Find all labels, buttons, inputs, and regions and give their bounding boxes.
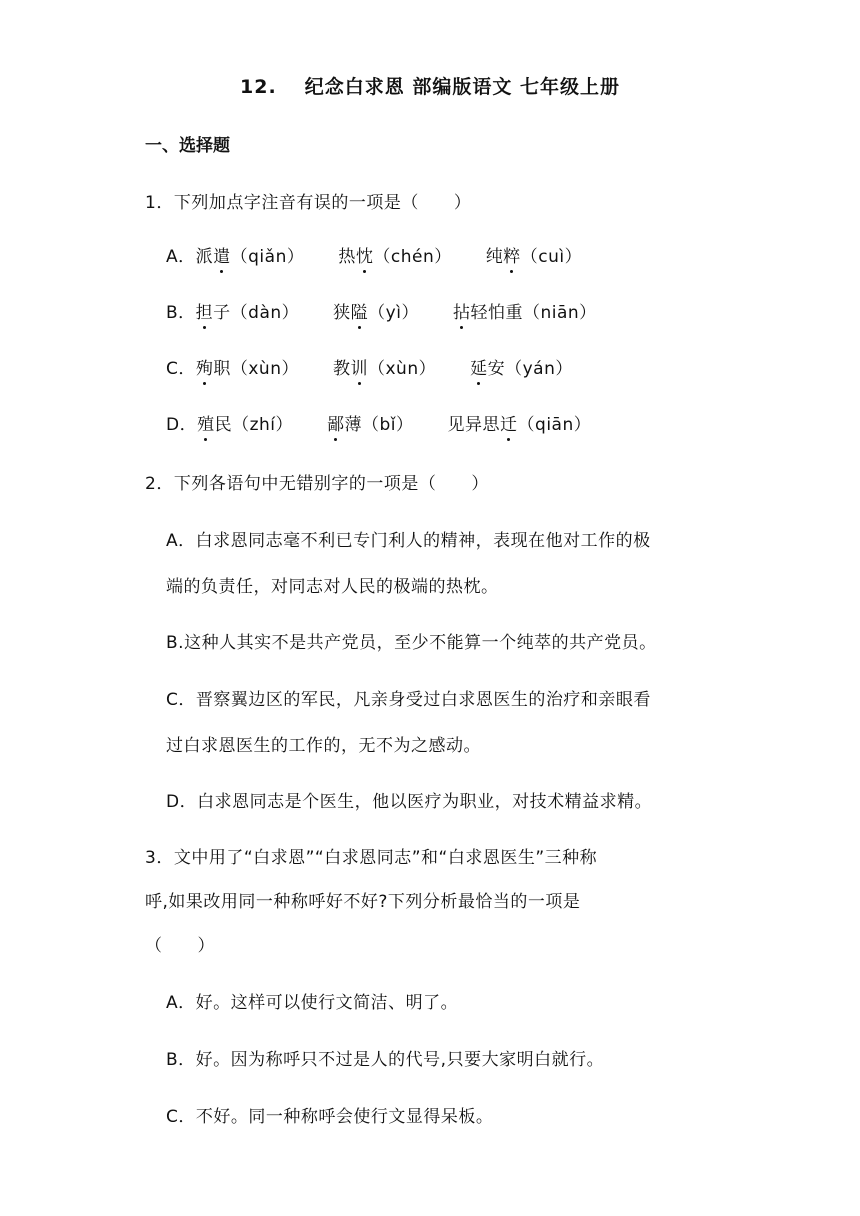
question-2-option-c: C．晋察翼边区的军民，凡亲身受过白求恩医生的治疗和亲眼看 <box>166 690 651 710</box>
dotted-char: 训 <box>350 354 368 379</box>
dotted-char: 拈 <box>453 298 471 323</box>
title-text: 纪念白求恩 部编版语文 七年级上册 <box>304 76 620 98</box>
dotted-char: 鄙 <box>327 410 345 435</box>
question-2-option-a-cont: 端的负责任，对同志对人民的极端的热枕。 <box>166 577 499 597</box>
dotted-char: 殖 <box>197 410 215 435</box>
question-3-answer-blank: （ ） <box>145 936 215 956</box>
question-2-stem: 2．下列各语句中无错别字的一项是（ ） <box>145 474 489 494</box>
dotted-char: 延 <box>470 354 488 379</box>
question-3-stem: 3．文中用了“白求恩”“白求恩同志”和“白求恩医生”三种称 <box>145 848 598 868</box>
dotted-char: 迁 <box>500 410 518 435</box>
question-1-option-d: D．殖民（zhí） 鄙薄（bǐ） 见异思迁（qiān） <box>166 410 591 435</box>
dotted-char: 担 <box>196 298 214 323</box>
title-number: 12. <box>240 76 277 98</box>
question-1-option-a: A．派遣（qiǎn） 热忱（chén） 纯粹（cuì） <box>166 242 582 267</box>
section-heading: 一、选择题 <box>145 136 230 156</box>
question-3-stem-cont: 呼,如果改用同一种称呼好不好?下列分析最恰当的一项是 <box>145 892 581 912</box>
page-title <box>0 72 860 99</box>
question-3-option-c: C．不好。同一种称呼会使行文显得呆板。 <box>166 1107 494 1127</box>
question-2-option-c-cont: 过白求恩医生的工作的，无不为之感动。 <box>166 736 481 756</box>
question-1-stem: 1．下列加点字注音有误的一项是（ ） <box>145 193 472 213</box>
question-1-option-b: B．担子（dàn） 狭隘（yì） 拈轻怕重（niān） <box>166 298 597 323</box>
dotted-char: 忱 <box>356 242 374 267</box>
dotted-char: 遣 <box>213 242 231 267</box>
question-3-option-b: B．好。因为称呼只不过是人的代号,只要大家明白就行。 <box>166 1050 605 1070</box>
dotted-char: 殉 <box>196 354 214 379</box>
question-2-option-d: D．白求恩同志是个医生，他以医疗为职业，对技术精益求精。 <box>166 792 653 812</box>
question-1-option-c: C．殉职（xùn） 教训（xùn） 延安（yán） <box>166 354 573 379</box>
question-2-option-b: B.这种人其实不是共产党员，至少不能算一个纯萃的共产党员。 <box>166 633 657 653</box>
dotted-char: 隘 <box>351 298 369 323</box>
question-2-option-a: A．白求恩同志毫不利已专门利人的精神，表现在他对工作的极 <box>166 531 651 551</box>
dotted-char: 粹 <box>503 242 521 267</box>
question-3-option-a: A．好。这样可以使行文简洁、明了。 <box>166 993 459 1013</box>
